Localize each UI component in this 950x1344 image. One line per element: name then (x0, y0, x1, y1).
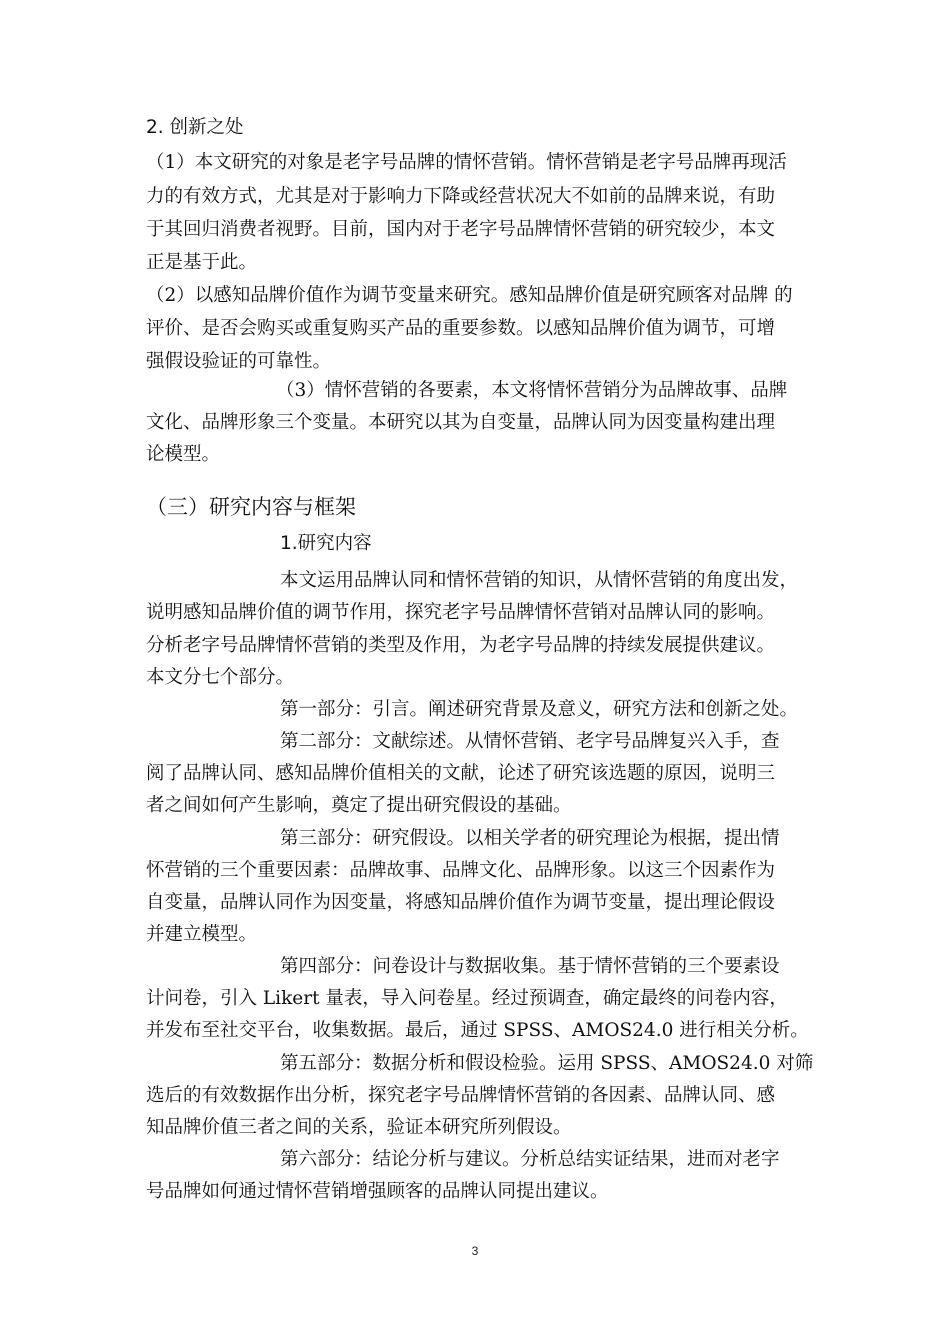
paragraph-line: 计问卷，引入 Likert 量表，导入问卷星。经过预调查，确定最终的问卷内容， (146, 988, 788, 1009)
paragraph-line: 说明感知品牌价值的调节作用，探究老字号品牌情怀营销对品牌认同的影响。 (146, 602, 776, 623)
section-heading-innovation: 2. 创新之处 (146, 117, 244, 138)
paragraph-line: 阅了品牌认同、感知品牌价值相关的文献，论述了研究该选题的原因，说明三 (146, 763, 776, 784)
paragraph-line: 论模型。 (146, 444, 221, 465)
paragraph-line: 于其回归消费者视野。目前，国内对于老字号品牌情怀营销的研究较少，本文 (146, 219, 776, 240)
paragraph-line: 第六部分：结论分析与建议。分析总结实证结果，进而对老字 (280, 1149, 780, 1170)
paragraph-line: 本文运用品牌认同和情怀营销的知识，从情怀营销的角度出发， (280, 570, 799, 591)
paragraph-line: 正是基于此。 (146, 252, 258, 273)
paragraph-line: 文化、品牌形象三个变量。本研究以其为自变量，品牌认同为因变量构建出理 (146, 412, 776, 433)
paragraph-line: 并建立模型。 (146, 924, 258, 945)
paragraph-line: 本文分七个部分。 (146, 667, 295, 688)
paragraph-line: （1）本文研究的对象是老字号品牌的情怀营销。情怀营销是老字号品牌再现活 (146, 152, 787, 173)
paragraph-line: 第一部分：引言。阐述研究背景及意义，研究方法和创新之处。 (280, 699, 799, 720)
paragraph-line: （3）情怀营销的各要素，本文将情怀营销分为品牌故事、品牌 (276, 380, 788, 401)
paragraph-line: 知品牌价值三者之间的关系，验证本研究所列假设。 (146, 1117, 572, 1138)
paragraph-line: 怀营销的三个重要因素：品牌故事、品牌文化、品牌形象。以这三个因素作为 (146, 860, 776, 881)
chapter-heading: （三）研究内容与框架 (146, 495, 356, 519)
paragraph-line: （2）以感知品牌价值作为调节变量来研究。感知品牌价值是研究顾客对品牌 的 (146, 285, 793, 306)
paragraph-line: 第五部分：数据分析和假设检验。运用 SPSS、AMOS24.0 对筛 (280, 1053, 814, 1074)
paragraph-line: 第三部分：研究假设。以相关学者的研究理论为根据，提出情 (280, 828, 780, 849)
page-number: 3 (471, 1244, 479, 1258)
paragraph-line: 评价、是否会购买或重复购买产品的重要参数。以感知品牌价值为调节，可增 (146, 318, 776, 339)
paragraph-line: 强假设验证的可靠性。 (146, 351, 332, 372)
paragraph-line: 第四部分：问卷设计与数据收集。基于情怀营销的三个要素设 (280, 956, 780, 977)
paragraph-line: 并发布至社交平台，收集数据。最后，通过 SPSS、AMOS24.0 进行相关分析。 (146, 1020, 809, 1041)
paragraph-line: 自变量，品牌认同作为因变量，将感知品牌价值作为调节变量，提出理论假设 (146, 892, 776, 913)
paragraph-line: 者之间如何产生影响，奠定了提出研究假设的基础。 (146, 795, 572, 816)
paragraph-line: 选后的有效数据作出分析，探究老字号品牌情怀营销的各因素、品牌认同、感 (146, 1085, 776, 1106)
subheading-research-content: 1.研究内容 (280, 533, 372, 554)
paragraph-line: 分析老字号品牌情怀营销的类型及作用，为老字号品牌的持续发展提供建议。 (146, 635, 776, 656)
paragraph-line: 力的有效方式，尤其是对于影响力下降或经营状况大不如前的品牌来说，有助 (146, 186, 776, 207)
paragraph-line: 第二部分：文献综述。从情怀营销、老字号品牌复兴入手，查 (280, 731, 780, 752)
paragraph-line: 号品牌如何通过情怀营销增强顾客的品牌认同提出建议。 (146, 1181, 609, 1202)
